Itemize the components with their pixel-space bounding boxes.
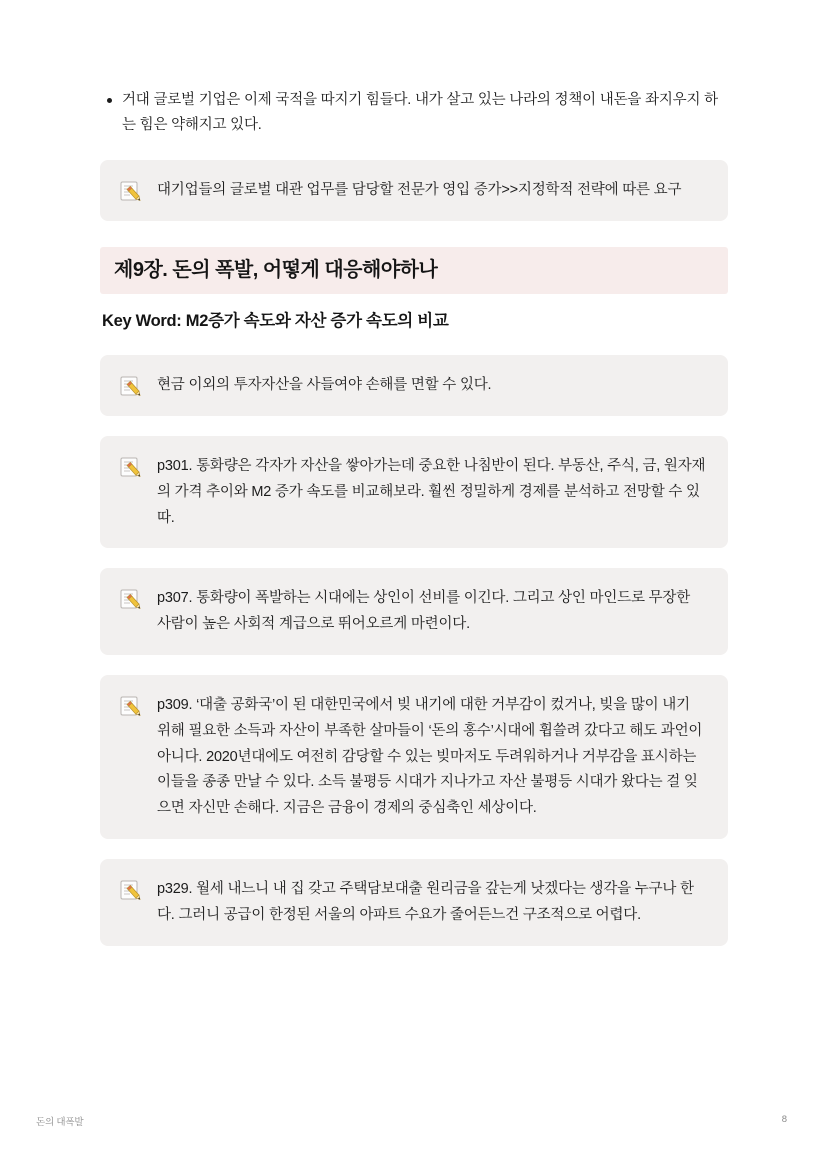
page-title: 제9장. 돈의 폭발, 어떻게 대응해야하나: [114, 258, 438, 281]
memo-pencil-icon: [118, 178, 144, 204]
memo-pencil-icon: [118, 693, 144, 719]
note-text: p309. ‘대출 공화국’이 된 대한민국에서 빚 내기에 대한 거부감이 컸거나, 빚을 많이 내기 위해 필요한 소득과 자산이 부족한 살마들이 ‘돈의 홍수’시대에 휩쓸려 갔다고 해도 과언이 아니다. 2020년대에도 여전히 감당할 수 있는 빚마저도 두려워하거나 거부감을 표시하는 이들을 종종 만날 수 있다. 소득 불평등 시대가 지나가고 자산 불평등 시대가 왔다는 걸 잊으면 자신만 손해다. 지금은 금융이 경제의 중심축인 세상이다.: [157, 696, 703, 817]
note-text: p301. 통화량은 각자가 자산을 쌓아가는데 중요한 나침반이 된다. 부동산, 주식, 금, 원자재의 가격 추이와 M2 증가 속도를 비교해보라. 훨씬 정밀하게 경제를 분석하고 전망할 수 있따.: [157, 457, 706, 526]
note-card: [100, 436, 728, 548]
memo-pencil-icon: [118, 877, 144, 903]
keyword-line: Key Word: M2증가 속도와 자산 증가 속도의 비교: [102, 311, 449, 330]
note-text: p307. 통화량이 폭발하는 시대에는 상인이 선비를 이긴다. 그리고 상인 마인드로 무장한 사람이 높은 사회적 계급으로 뛰어오르게 마련이다.: [157, 590, 691, 633]
note-card: [100, 675, 728, 839]
page-footer: [0, 1114, 827, 1134]
note-card: [100, 568, 728, 655]
memo-pencil-icon: [118, 586, 144, 612]
list-item: 거대 글로벌 기업은 이제 국적을 따지기 힘들다. 내가 살고 있는 나라의 정책이 내돈을 좌지우지 하는 힘은 약해지고 있다.: [122, 88, 728, 138]
note-text: 대기업들의 글로벌 대관 업무를 담당할 전문가 영입 증가>>지정학적 전략에 따른 요구: [157, 181, 682, 198]
page-content: [100, 88, 728, 966]
memo-pencil-icon: [118, 373, 144, 399]
note-card: [100, 355, 728, 416]
note-card: [100, 160, 728, 221]
bullet-list: [100, 88, 728, 138]
memo-pencil-icon: [118, 454, 144, 480]
footer-book-title: 돈의 대폭발: [36, 1117, 84, 1128]
page-number: 8: [781, 1114, 787, 1125]
note-text: 현금 이외의 투자자산을 사들여야 손해를 면할 수 있다.: [157, 376, 492, 393]
note-text: p329. 월세 내느니 내 집 갖고 주택담보대출 원리금을 갚는게 낫겠다는 생각을 누구나 한다. 그러니 공급이 한정된 서울의 아파트 수요가 줄어든느건 구조적으로 어렵다.: [157, 880, 694, 923]
chapter-heading-band: [100, 247, 728, 294]
note-card: [100, 859, 728, 946]
